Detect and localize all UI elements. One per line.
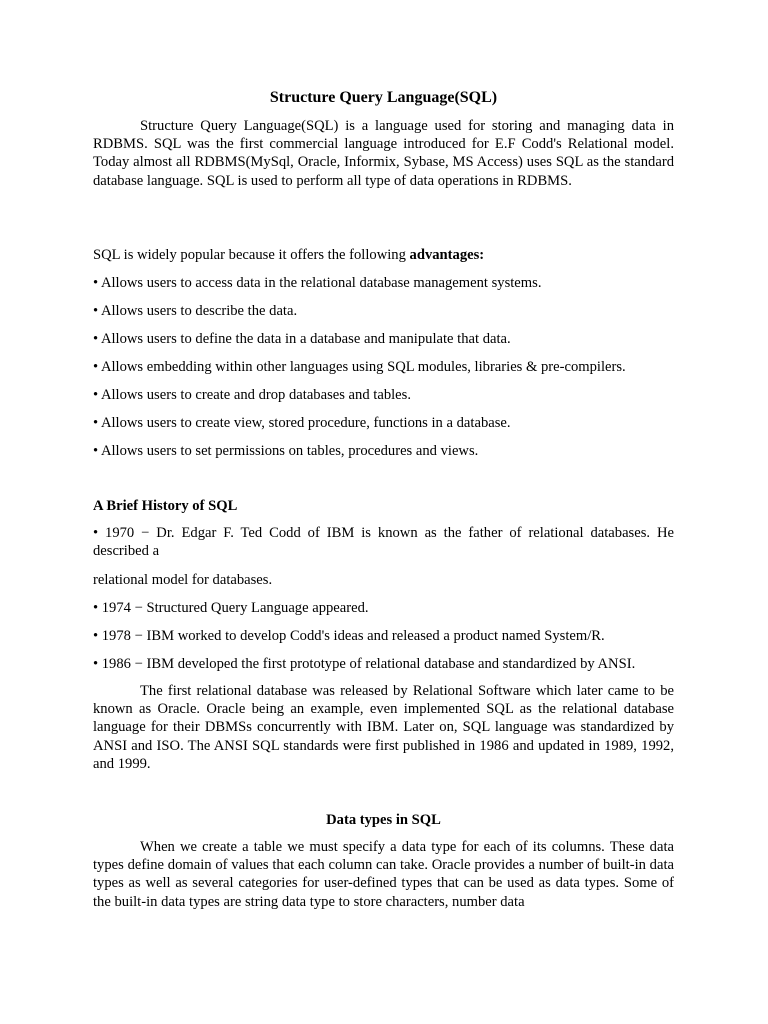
history-item-1970: • 1970 − Dr. Edgar F. Ted Codd of IBM is known as the father of relational databases. He described a bbox=[93, 525, 674, 560]
advantage-item: • Allows embedding within other languages using SQL modules, libraries & pre-compilers. bbox=[93, 359, 626, 375]
advantage-item: • Allows users to create view, stored procedure, functions in a database. bbox=[93, 415, 511, 431]
advantage-item: • Allows users to define the data in a database and manipulate that data. bbox=[93, 331, 511, 347]
advantage-item: • Allows users to set permissions on tables, procedures and views. bbox=[93, 443, 479, 459]
history-item: • 1978 − IBM worked to develop Codd's ideas and released a product named System/R. bbox=[93, 628, 605, 644]
datatypes-paragraph: When we create a table we must specify a data type for each of its columns. These data types define domain of values that each column can take. Oracle provides a number of built-in data types as well as several categories for user-defined types that can be used as data types. Some of the built-in data types are string data type to store characters, number data bbox=[93, 839, 674, 910]
intro-paragraph: Structure Query Language(SQL) is a language used for storing and managing data in RDBMS. SQL was the first commercial language introduced for E.F Codd's Relational model. Today almost all RDBMS(MySql, Oracle, Informix, Sybase, MS Access) uses SQL as the standard database language. SQL is used to perform all type of data operations in RDBMS. bbox=[93, 118, 674, 189]
history-item: • 1986 − IBM developed the first prototype of relational database and standardized by ANSI. bbox=[93, 656, 636, 672]
history-paragraph: The first relational database was released by Relational Software which later came to be known as Oracle. Oracle being an example, even implemented SQL as the relational database language for their DBMSs concurrently with IBM. Later on, SQL language was standardized by ANSI and ISO. The ANSI SQL standards were first published in 1986 and updated in 1989, 1992, and 1999. bbox=[93, 683, 674, 772]
advantage-item: • Allows users to create and drop databases and tables. bbox=[93, 387, 411, 403]
advantages-label: advantages: bbox=[409, 247, 485, 263]
advantage-item: • Allows users to describe the data. bbox=[93, 303, 298, 319]
history-item: • 1974 − Structured Query Language appeared. bbox=[93, 600, 369, 616]
advantage-item: • Allows users to access data in the relational database management systems. bbox=[93, 275, 542, 291]
datatypes-heading: Data types in SQL bbox=[326, 812, 441, 828]
advantages-intro bbox=[93, 246, 674, 264]
history-item-1970-continued: relational model for databases. bbox=[93, 572, 273, 588]
document-title: Structure Query Language(SQL) bbox=[269, 89, 498, 106]
history-heading: A Brief History of SQL bbox=[93, 498, 238, 514]
advantages-lead: SQL is widely popular because it offers the following bbox=[93, 247, 410, 263]
